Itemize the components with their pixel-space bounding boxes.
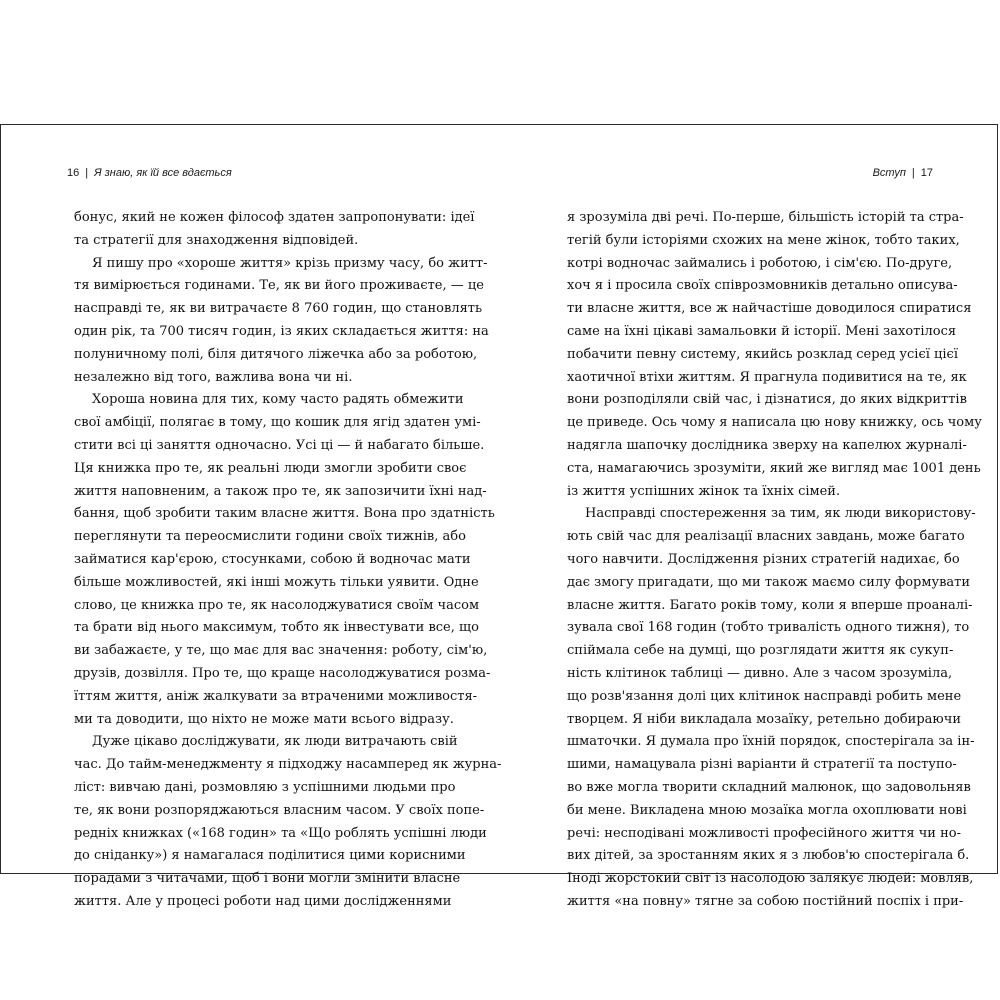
text-line: один рік, та 700 тисяч годин, із яких складається життя: на: [74, 323, 489, 339]
text-line: би мене. Викладена мною мозаїка могла охоплювати нові: [567, 802, 967, 818]
text-line: із життя успішних жінок та їхніх сімей.: [567, 483, 841, 499]
text-line: редніх книжках («168 годин» та «Що роблять успішні люди: [74, 825, 487, 841]
text-line: життя. Але у процесі роботи над цими дослідженнями: [74, 893, 452, 909]
text-line: ність клітинок таблиці — дивно. Але з часом зрозуміла,: [567, 665, 953, 681]
right-page-body: [567, 207, 982, 914]
text-line: ють свій час для реалізації власних завдань, може багато: [567, 529, 965, 545]
text-line: те, як вони розпоряджаються власним часом. У своїх попе-: [74, 802, 485, 818]
header-separator: |: [85, 167, 89, 179]
book-spread: [0, 124, 998, 909]
text-line: Іноді жорстокий світ із насолодою залякує людей: мовляв,: [567, 871, 974, 887]
text-line: дає змогу пригадати, що ми також маємо силу формувати: [567, 574, 971, 590]
text-line: полуничному полі, біля дитячого ліжечка або за роботою,: [74, 346, 478, 362]
chapter-title: Вступ: [872, 167, 906, 179]
text-line: шими, намацувала різні варіанти й стратегії та поступо-: [567, 757, 957, 773]
text-line: переглянути та переосмислити години своїх тижнів, або: [74, 529, 466, 545]
text-line: зувала свої 168 годин (тобто тривалість одного тижня), то: [567, 620, 970, 636]
text-line: речі: несподівані можливості професійного життя чи но-: [567, 825, 961, 841]
text-line: саме на їхні цікаві замальовки й історії. Мені захотілося: [567, 323, 957, 339]
text-line: тегій були історіями схожих на мене жінок, тобто таких,: [567, 232, 960, 248]
text-line: займатися кар'єрою, стосунками, собою й водночас мати: [74, 551, 471, 567]
text-line: Насправді спостереження за тим, як люди використову-: [585, 506, 976, 522]
text-line: ти власне життя, все ж найчастіше доводилося спиратися: [567, 301, 972, 317]
page-number: 16: [67, 167, 80, 179]
left-page: [1, 125, 502, 909]
text-line: бонус, який не кожен філософ здатен запропонувати: ідеї: [74, 210, 475, 225]
header-separator: |: [911, 167, 915, 179]
text-line: власне життя. Багато років тому, коли я вперше проаналі-: [567, 597, 973, 613]
running-head-left: [67, 167, 232, 179]
text-line: свої амбіції, полягає в тому, що кошик для ягід здатен умі-: [74, 415, 481, 431]
text-line: ви забажаєте, у те, що має для вас значення: роботу, сім'ю,: [74, 643, 488, 659]
book-title: Я знаю, як їй все вдається: [94, 167, 232, 179]
text-line: час. До тайм-менеджменту я підходжу насамперед як журна-: [74, 757, 502, 773]
text-line: надягла шапочку дослідника зверху на капелюх журналі-: [567, 437, 967, 453]
text-line: я зрозуміла дві речі. По-перше, більшість історій та стра-: [567, 210, 964, 225]
text-line: спіймала себе на думці, що розглядати життя як сукуп-: [567, 643, 954, 659]
text-line: слово, це книжка про те, як насолоджуватися своїм часом: [74, 597, 480, 613]
text-line: хаотичної втіхи життям. Я прагнула подивитися на те, як: [567, 369, 967, 385]
text-line: їттям життя, аніж жалкувати за втраченими можливостя-: [74, 688, 478, 704]
page-number: 17: [920, 167, 933, 179]
text-line: Я пишу про «хороше життя» крізь призму часу, бо житт-: [92, 255, 488, 271]
text-line: та стратегії для знаходження відповідей.: [74, 232, 359, 248]
text-line: ми та доводити, що ніхто не може мати всього відразу.: [74, 711, 454, 727]
text-line: творцем. Я ніби викладала мозаїку, ретельно добираючи: [567, 711, 961, 727]
text-line: бання, щоб зробити таким власне життя. Вона про здатність: [74, 506, 495, 522]
text-line: друзів, дозвілля. Про те, що краще насолоджуватися розма-: [74, 665, 491, 681]
text-line: життя «на повну» тягне за собою постійний поспіх і при-: [567, 893, 964, 909]
text-line: порадами з читачами, щоб і вони могли змінити власне: [74, 871, 461, 887]
running-head-right: [873, 167, 933, 179]
text-line: незалежно від того, важлива вона чи ні.: [74, 369, 353, 385]
text-line: вони розподіляли свій час, і дізнатися, до яких відкриттів: [567, 392, 967, 408]
text-line: тя вимірюється годинами. Те, як ви його проживаєте, — це: [74, 278, 484, 294]
text-line: чого навчити. Дослідження різних стратегій надихає, бо: [567, 551, 960, 567]
text-line: Хороша новина для тих, кому часто радять обмежити: [92, 392, 464, 408]
text-line: хоч я і просила своїх співрозмовників детально описува-: [567, 278, 958, 294]
text-line: більше можливостей, які інші можуть тільки уявити. Одне: [74, 574, 479, 590]
text-line: стити всі ці заняття одночасно. Усі ці — й набагато більше.: [74, 437, 485, 453]
text-line: це приведе. Ось чому я написала цю нову книжку, ось чому: [567, 415, 982, 431]
right-page: [500, 125, 999, 909]
text-line: життя наповненим, а також про те, як запозичити їхні над-: [74, 483, 487, 499]
left-page-body: [74, 207, 502, 914]
text-line: шматочки. Я думала про їхній порядок, спостерігала за ін-: [567, 734, 975, 750]
text-line: насправді те, як ви витрачаєте 8 760 годин, що становлять: [74, 301, 483, 317]
text-line: що розв'язання долі цих клітинок насправді робить мене: [567, 688, 962, 704]
text-line: ста, намагаючись зрозуміти, який же вигляд має 1001 день: [567, 460, 981, 476]
text-line: во вже могла творити складний малюнок, що задовольняв: [567, 779, 971, 795]
text-line: котрі водночас займались і роботою, і сім'єю. По-друге,: [567, 255, 953, 271]
text-line: вих дітей, за зростанням яких я з любов'ю спостерігала б.: [567, 848, 970, 864]
text-line: ліст: вивчаю дані, розмовляю з успішними людьми про: [74, 779, 456, 795]
text-line: до сніданку») я намагалася поділитися цими корисними: [74, 848, 466, 864]
text-line: побачити певну систему, якийсь розклад серед усієї цієї: [567, 346, 958, 362]
text-line: Дуже цікаво досліджувати, як люди витрачають свій: [92, 734, 458, 750]
text-line: Ця книжка про те, як реальні люди змогли зробити своє: [74, 460, 467, 476]
text-line: та брати від нього максимум, тобто як інвестувати все, що: [74, 620, 479, 636]
